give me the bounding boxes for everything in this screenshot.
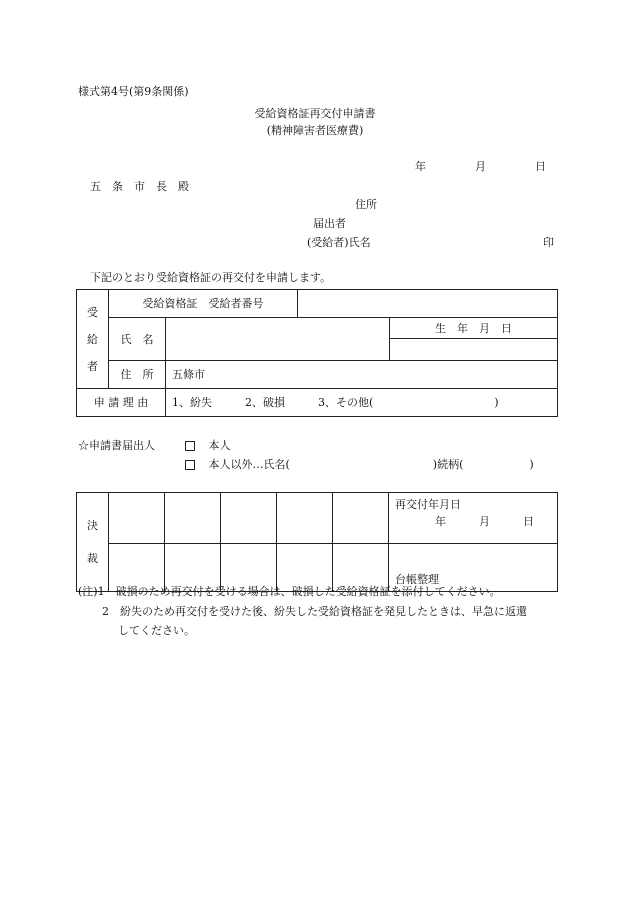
- submitter-label: ☆申請書届出人: [78, 439, 155, 452]
- checkbox-icon[interactable]: [185, 441, 195, 451]
- reason-options[interactable]: 1、紛失 2、破損 3、その他( ): [166, 389, 558, 417]
- reissue-date-label: 再交付年月日: [395, 498, 461, 511]
- submitter-option-self[interactable]: [185, 440, 231, 451]
- addressee: 五 条 市 長 殿: [90, 180, 189, 193]
- approval-stamp-cell[interactable]: [221, 493, 277, 544]
- note-2-line1: 2 紛失のため再交付を受けた後、紛失した受給資格証を発見したときは、早急に返還: [102, 605, 527, 618]
- reissue-date-units: 年 月 日: [435, 515, 534, 528]
- date-year-label: 年: [415, 160, 426, 173]
- recipient-vertical-header: [77, 290, 109, 389]
- submitter-option-other-label: 本人以外…氏名( )続柄( ): [208, 458, 534, 471]
- form-number: 様式第4号(第9条関係): [78, 85, 189, 98]
- address-label: 住 所: [109, 361, 166, 389]
- recipient-char: 給: [87, 332, 98, 346]
- seal-mark: 印: [543, 236, 554, 249]
- approval-char: 裁: [87, 552, 98, 565]
- date-month-label: 月: [475, 160, 486, 173]
- intro-text: 下記のとおり受給資格証の再交付を申請します。: [90, 271, 332, 284]
- reason-label: 申 請 理 由: [77, 389, 166, 417]
- submitter-option-self-label: 本人: [208, 439, 231, 452]
- applicant-name-label: (受給者)氏名: [307, 236, 371, 249]
- applicant-address-label: 住所: [355, 198, 377, 211]
- approval-char: 決: [87, 519, 98, 532]
- cert-number-field[interactable]: [298, 290, 558, 318]
- birth-field[interactable]: [390, 339, 558, 361]
- checkbox-icon[interactable]: [185, 460, 195, 470]
- birth-label: 生 年 月 日: [390, 318, 558, 339]
- approval-stamp-cell[interactable]: [333, 493, 389, 544]
- submitter-option-other[interactable]: [185, 459, 534, 470]
- form-title: 受給資格証再交付申請書: [254, 107, 376, 120]
- cert-number-label: 受給資格証 受給者番号: [109, 290, 298, 318]
- approval-stamp-cell[interactable]: [109, 493, 165, 544]
- address-field[interactable]: 五條市: [166, 361, 558, 389]
- recipient-table: [76, 289, 558, 417]
- recipient-char: 受: [87, 305, 98, 319]
- name-label: 氏 名: [109, 318, 166, 361]
- ledger-cell[interactable]: 台帳整理: [389, 544, 558, 592]
- note-1: (注)1 破損のため再交付を受ける場合は、破損した受給資格証を添付してください。: [78, 585, 501, 598]
- note-2-line2: してください。: [118, 624, 195, 637]
- reissue-date-cell[interactable]: [389, 493, 558, 544]
- approval-vertical-header: [77, 493, 109, 592]
- approval-stamp-cell[interactable]: [165, 493, 221, 544]
- approval-table: [76, 492, 558, 592]
- name-field[interactable]: [166, 318, 390, 361]
- approval-stamp-cell[interactable]: [277, 493, 333, 544]
- reporter-label: 届出者: [313, 217, 346, 230]
- recipient-char: 者: [87, 359, 98, 373]
- form-subtitle: (精神障害者医療費): [266, 124, 364, 137]
- date-day-label: 日: [535, 160, 546, 173]
